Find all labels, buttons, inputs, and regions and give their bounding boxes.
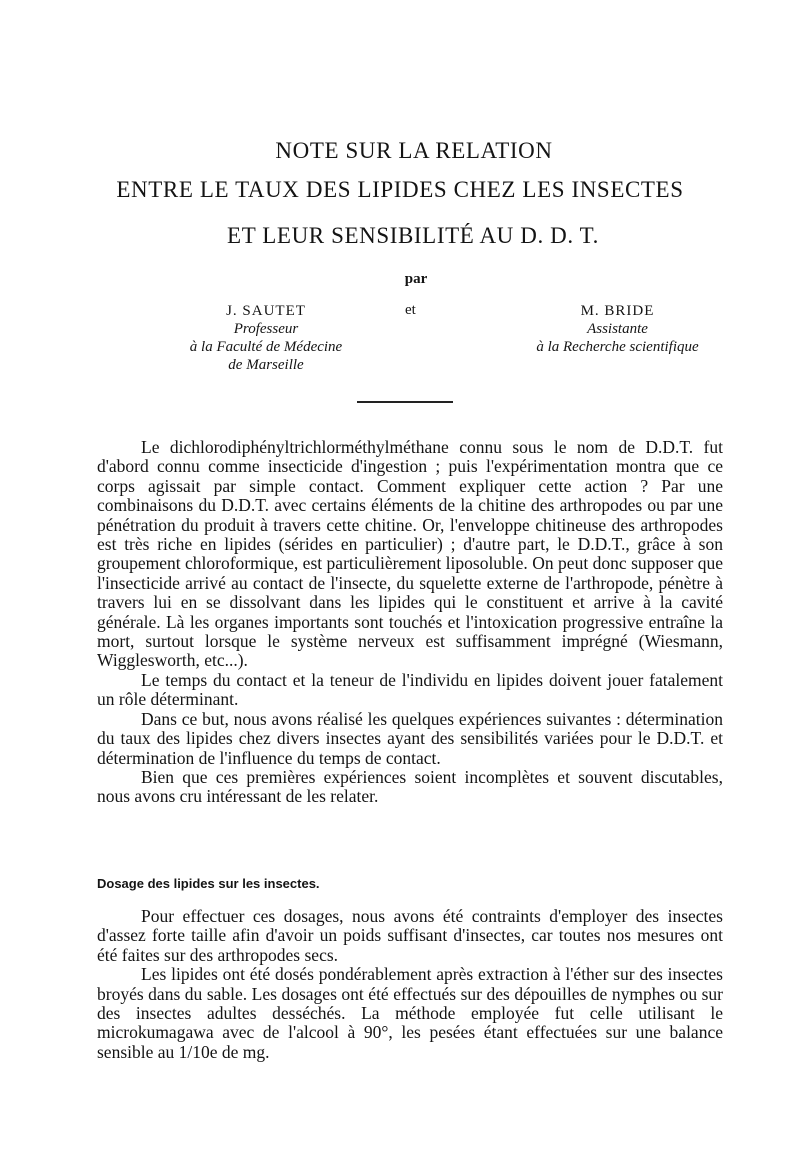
paragraph: Bien que ces premières expériences soient incomplètes et souvent discutables, nous avons cru intéressant de les relater. [97, 766, 723, 807]
author-affiliation: à la Recherche scientifique [536, 339, 699, 355]
title-separator-rule [357, 401, 453, 403]
section-heading: Dosage des lipides sur les insectes. [97, 876, 320, 891]
author-role: Assistante [587, 321, 648, 337]
paragraph: Pour effectuer ces dosages, nous avons été contraints d'employer des insectes d'assez forte taille afin d'avoir un poids suffisant d'insectes, car toutes nos mesures ont été faites sur des arthropodes secs. [97, 906, 723, 965]
paragraph: Les lipides ont été dosés pondérablement après extraction à l'éther sur des insectes broyés dans du sable. Les dosages ont été effectués sur des dépouilles de nymphes ou sur des insectes adultes desséchés. La méthode employée fut celle utilisant le microkumagawa avec de l'alcool à 90°, les pesées étant effectuées sur une balance sensible au 1/10e de mg. [97, 964, 723, 1062]
byline-par: par [404, 271, 428, 287]
title-line-1: NOTE SUR LA RELATION [275, 138, 553, 163]
author-name: M. BRIDE [580, 303, 655, 319]
author-name: J. SAUTET [226, 303, 306, 319]
title-line-2: ENTRE LE TAUX DES LIPIDES CHEZ LES INSECTES [116, 177, 684, 202]
title-line-3: ET LEUR SENSIBILITÉ AU D. D. T. [227, 223, 599, 248]
author-role: Professeur [233, 321, 299, 337]
author-affiliation-city: de Marseille [228, 357, 304, 373]
introduction-text [97, 438, 723, 807]
author-block-1 [168, 302, 364, 374]
author-affiliation: à la Faculté de Médecine [189, 339, 343, 355]
author-conjunction: et [405, 302, 416, 318]
paragraph: Dans ce but, nous avons réalisé les quelques expériences suivantes : détermination du taux des lipides chez divers insectes ayant des sensibilités variées pour le D.D.T. et détermination de l'influence du temps de contact. [97, 708, 723, 768]
paragraph: Le dichlorodiphényltrichlorméthylméthane connu sous le nom de D.D.T. fut d'abord connu comme insecticide d'ingestion ; puis l'expérimentation montra que ce corps agissait par simple contact. Comment expliquer cette action ? Par une combinaisons du D.D.T. avec certains éléments de la chitine des arthropodes ou par une pénétration du produit à travers cette chitine. Or, l'enveloppe chitineuse des arthropodes est très riche en lipides (sérides en particulier) ; d'autre part, le D.D.T., grâce à son groupement chloroformique, est particulièrement liposoluble. On peut donc supposer que l'insecticide arrivé au contact de l'insecte, du squelette externe de l'arthropode, pénètre à travers lui en se dissolvant dans les lipides qui le constituent et arrive à la cavité générale. Là les organes importants sont touchés et l'intoxication progressive entraîne la mort, surtout lorsque le système nerveux est suffisamment imprégné (Wiesmann, Wigglesworth, etc...). [97, 437, 723, 671]
section-text [97, 907, 723, 1062]
paragraph: Le temps du contact et la teneur de l'individu en lipides doivent jouer fatalement un rôle déterminant. [97, 669, 723, 710]
author-block-2 [520, 302, 715, 356]
